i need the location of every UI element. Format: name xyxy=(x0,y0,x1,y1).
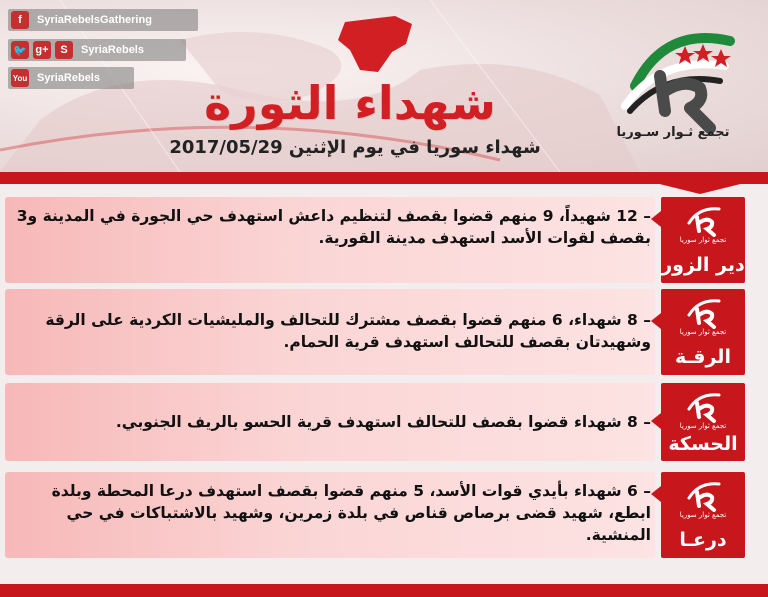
footer-bar xyxy=(0,584,768,597)
row-pointer xyxy=(651,211,661,227)
twitter-gplus-skype-badge[interactable] xyxy=(8,39,186,61)
youtube-icon: You xyxy=(11,69,29,87)
mini-logo-caption: تجمع ثوار سوريا xyxy=(679,511,727,519)
city-panel xyxy=(661,383,745,461)
mini-logo-caption: تجمع ثوار سوريا xyxy=(679,236,727,244)
row-card xyxy=(5,383,655,461)
row-pointer xyxy=(651,313,661,329)
facebook-icon: f xyxy=(11,11,29,29)
city-panel xyxy=(661,472,745,558)
list-item-raqqa xyxy=(5,289,755,375)
logo-caption: تجمع ثـوار سـوريا xyxy=(616,125,730,140)
city-panel xyxy=(661,197,745,283)
facebook-label: SyriaRebelsGathering xyxy=(37,14,152,26)
city-label: درعـا xyxy=(679,529,727,551)
page-title: شهداء الثورة xyxy=(204,76,496,130)
row-text: – 8 شهداء، 6 منهم قضوا بقصف مشترك للتحالف والمليشيات الكردية على الرقة وشهيدتان بقصف للتحالف استهدف قرية الحمام. xyxy=(45,311,651,351)
city-label: الرقـة xyxy=(675,346,731,368)
row-text: – 6 شهداء بأيدي قوات الأسد، 5 منهم قضوا بقصف استهدف درعا المحطة وبلدة ابطع، شهيد قضى برصاص قناص في بلدة زمرين، وشهيد بالاشتباكات في حي المنشية. xyxy=(51,482,651,544)
row-text: – 8 شهداء قضوا بقصف للتحالف استهدف قرية الحسو بالريف الجنوبي. xyxy=(115,413,651,431)
city-label: الحسكة xyxy=(668,433,738,455)
city-panel xyxy=(661,289,745,375)
row-pointer xyxy=(651,486,661,502)
city-label: دير الزور xyxy=(661,254,745,276)
row-card xyxy=(5,197,655,283)
page-subtitle: شهداء سوريا في يوم الإثنين 2017/05/29 xyxy=(169,137,541,158)
skype-icon: S xyxy=(55,41,73,59)
row-pointer xyxy=(651,413,661,429)
facebook-badge[interactable] xyxy=(8,9,198,31)
list-item-hasakah xyxy=(5,383,755,461)
skype-label: SyriaRebels xyxy=(81,44,144,56)
list-item-deir-ezzor xyxy=(5,197,755,283)
mini-logo-icon xyxy=(681,203,725,237)
mini-logo-icon xyxy=(681,295,725,329)
mini-logo-icon xyxy=(681,389,725,423)
header xyxy=(0,0,768,172)
row-text: – 12 شهيداً، 9 منهم قضوا بقصف لتنظيم داعش استهدف حي الجورة في المدينة و3 بقصف لقوات الأسد استهدف مدينة القورية. xyxy=(16,207,651,247)
header-divider xyxy=(0,172,768,184)
twitter-icon: 🐦 xyxy=(11,41,29,59)
row-card xyxy=(5,472,655,558)
youtube-badge[interactable] xyxy=(8,67,134,89)
mini-logo-caption: تجمع ثوار سوريا xyxy=(679,328,727,336)
list-item-daraa xyxy=(5,472,755,558)
row-card xyxy=(5,289,655,375)
syria-map-shape xyxy=(338,16,412,72)
mini-logo-icon xyxy=(681,478,725,512)
mini-logo-caption: تجمع ثوار سوريا xyxy=(679,422,727,430)
divider-tab xyxy=(660,172,740,194)
google-plus-icon: g+ xyxy=(33,41,51,59)
youtube-label: SyriaRebels xyxy=(37,72,100,84)
